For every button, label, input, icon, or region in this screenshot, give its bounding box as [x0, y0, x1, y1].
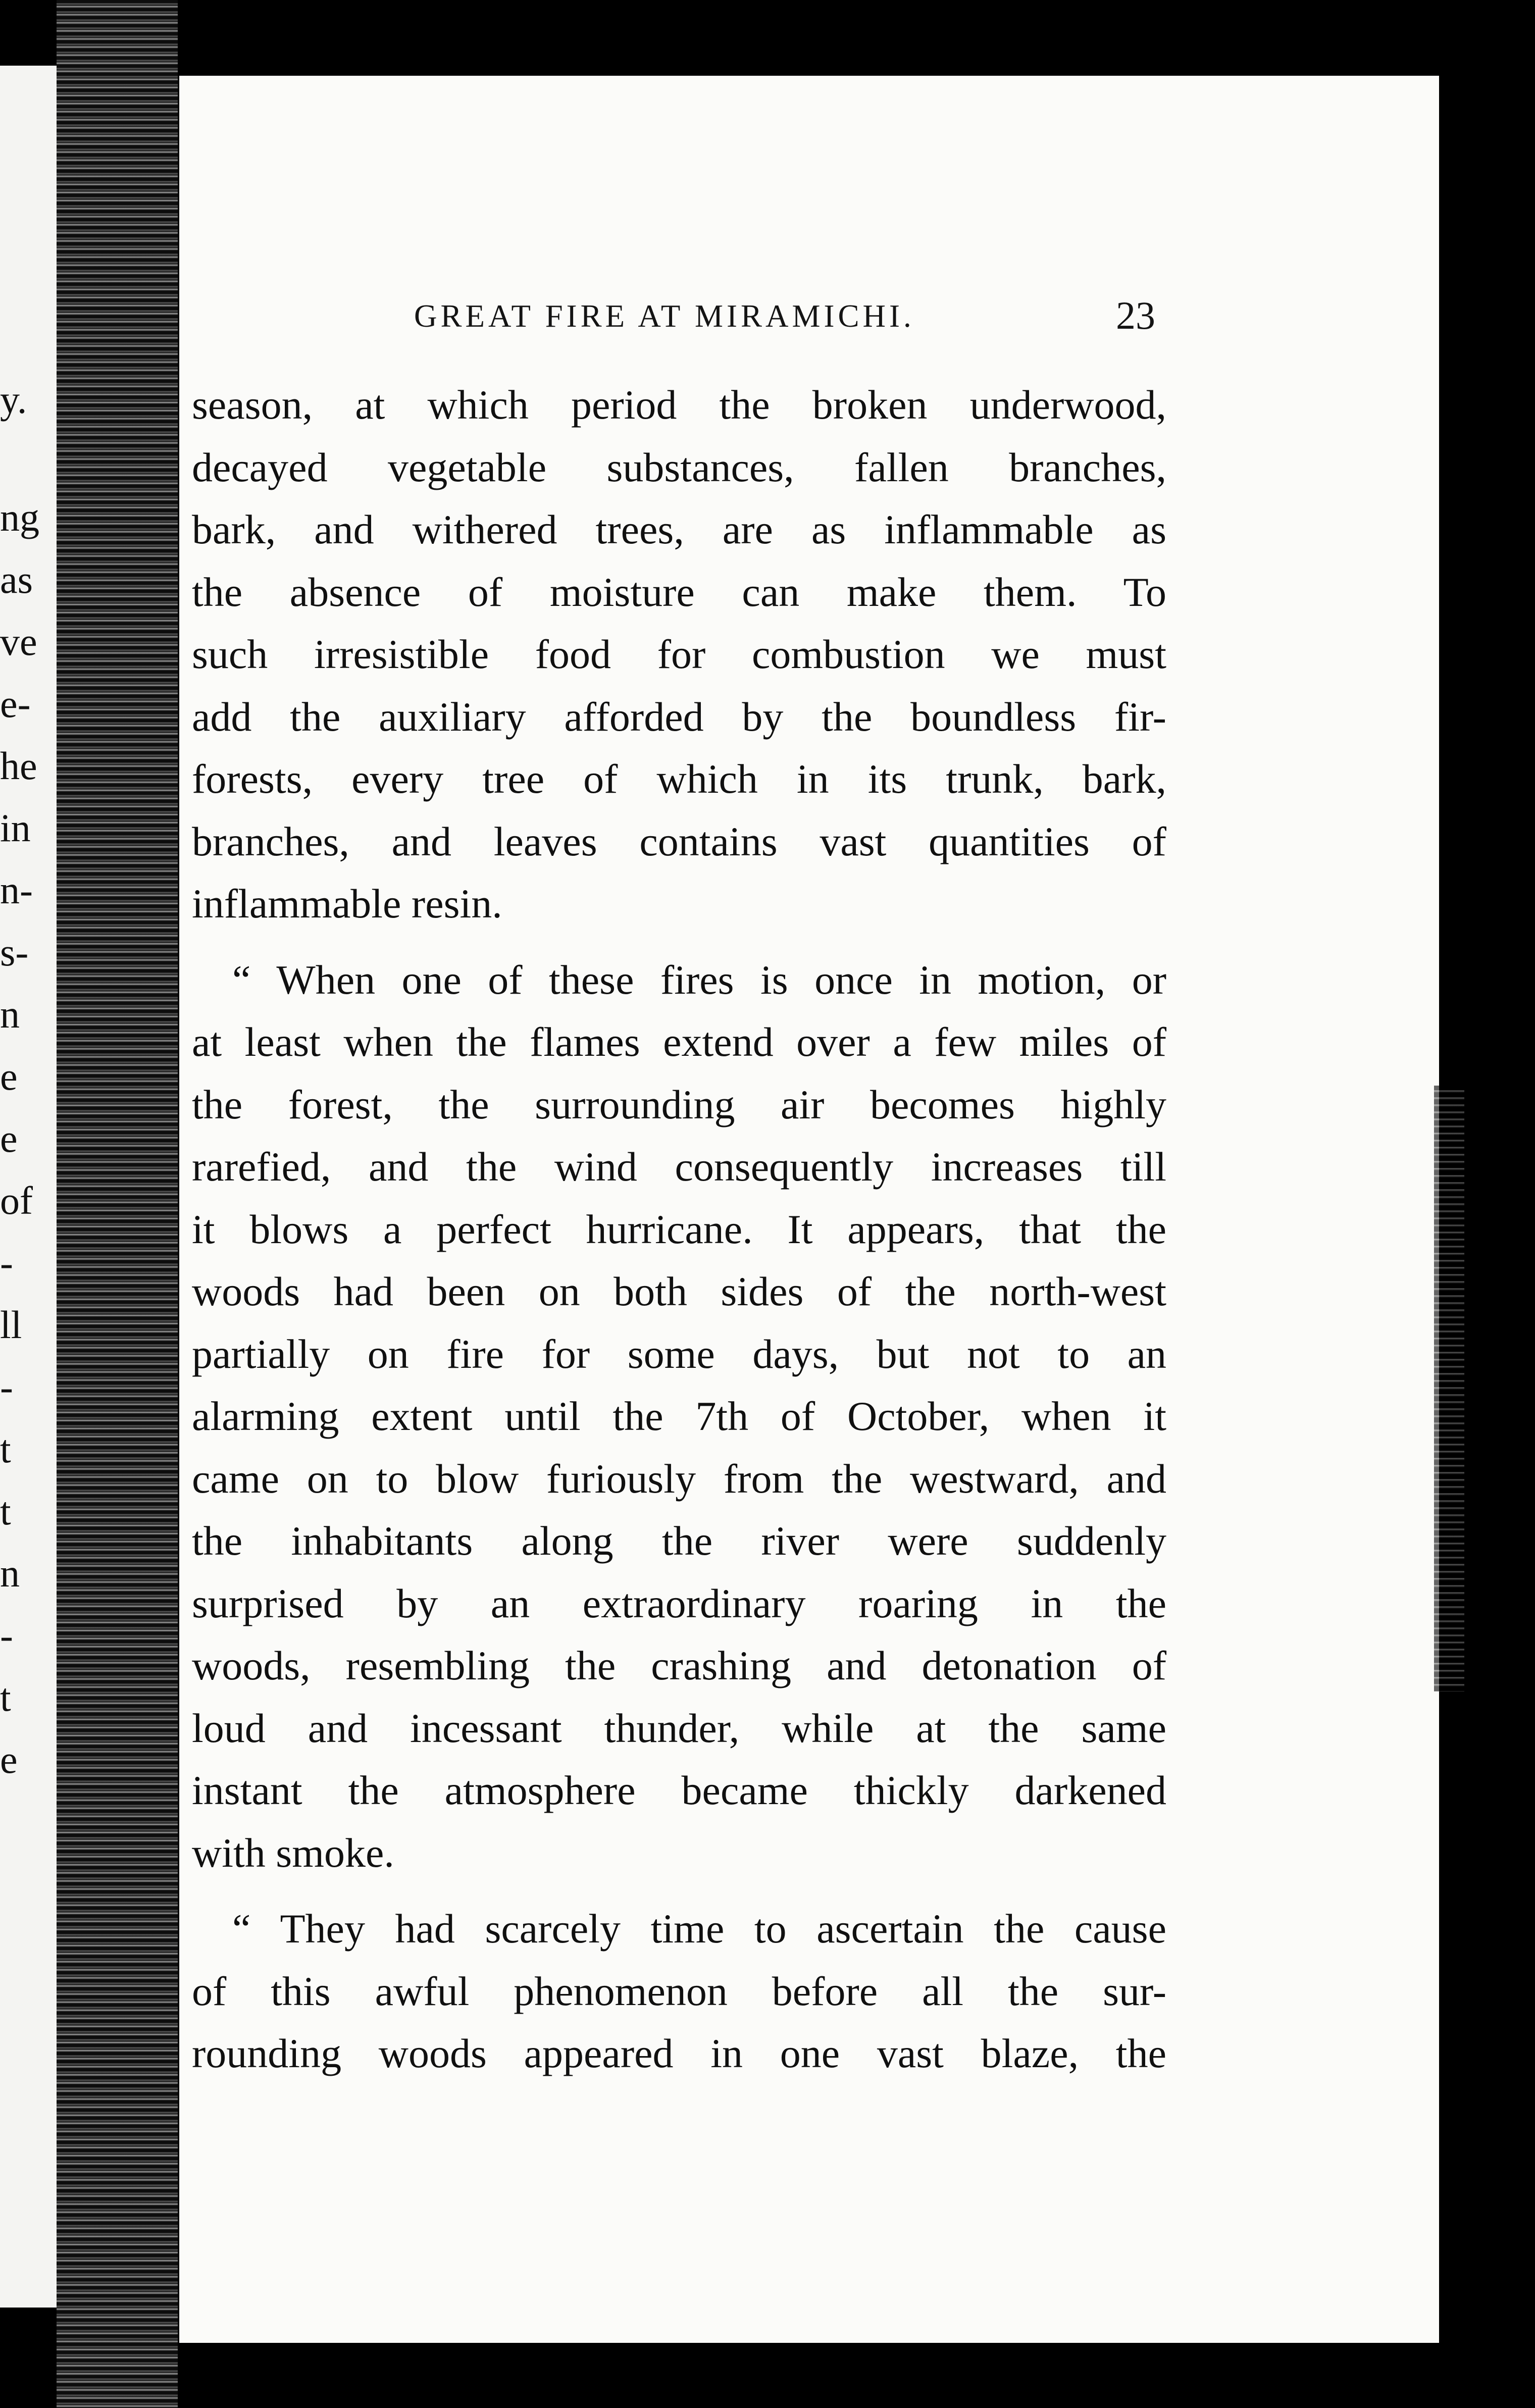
text-line: alarming extent until the 7th of October, when it [192, 1393, 1166, 1439]
text-line: came on to blow furiously from the westward, and [192, 1455, 1166, 1502]
facing-fragment: e [0, 1116, 18, 1160]
facing-fragment: ll [0, 1303, 22, 1347]
facing-fragment: in [0, 806, 31, 850]
text-line: inflammable resin. [192, 881, 502, 927]
facing-page-text-fragments [0, 378, 56, 1790]
facing-fragment: ve [0, 620, 37, 663]
facing-fragment: t [0, 1427, 11, 1471]
text-line: partially on fire for some days, but not to an [192, 1330, 1166, 1377]
text-line: add the auxiliary afforded by the boundless fir- [192, 693, 1166, 740]
running-title: GREAT FIRE AT MIRAMICHI. [414, 298, 915, 334]
text-line: forests, every tree of which in its trunk, bark, [192, 756, 1166, 802]
text-line: at least when the flames extend over a few miles of [192, 1019, 1166, 1065]
facing-fragment: as [0, 557, 33, 601]
text-line: the absence of moisture can make them. To [192, 569, 1166, 615]
facing-fragment: - [0, 1613, 13, 1657]
facing-fragment: n [0, 1551, 20, 1595]
text-line: surprised by an extraordinary roaring in the [192, 1580, 1166, 1626]
text-line: season, at which period the broken underwood, [192, 382, 1166, 428]
text-line: instant the atmosphere became thickly darkened [192, 1767, 1166, 1813]
paragraph [192, 1898, 1166, 2085]
body-text [192, 374, 1166, 2085]
facing-fragment: n- [0, 868, 33, 912]
paragraph [192, 374, 1166, 935]
text-line: rarefied, and the wind consequently increases till [192, 1144, 1166, 1190]
facing-fragment: - [0, 1241, 13, 1285]
text-line: “ When one of these fires is once in motion, or [232, 956, 1166, 1003]
text-line: rounding woods appeared in one vast blaze, the [192, 2030, 1166, 2076]
facing-fragment: s- [0, 930, 29, 974]
facing-fragment: n [0, 992, 20, 1036]
facing-fragment: e [0, 1737, 18, 1781]
facing-fragment: y. [0, 378, 27, 422]
book-gutter [57, 0, 178, 2408]
text-line: decayed vegetable substances, fallen branches, [192, 444, 1166, 490]
facing-fragment: t [0, 1675, 11, 1719]
facing-fragment [0, 431, 56, 486]
text-line: branches, and leaves contains vast quantities of [192, 818, 1166, 864]
text-line: bark, and withered trees, are as inflammable as [192, 506, 1166, 552]
facing-fragment: e [0, 1054, 18, 1098]
page-number: 23 [1116, 293, 1155, 337]
text-line: woods, resembling the crashing and detonation of [192, 1643, 1166, 1688]
text-line: with smoke. [192, 1829, 394, 1876]
text-line: of this awful phenomenon before all the sur- [192, 1968, 1166, 2014]
text-line: it blows a perfect hurricane. It appears, that the [192, 1206, 1166, 1252]
text-line: woods had been on both sides of the north-west [192, 1268, 1166, 1314]
facing-fragment: e- [0, 682, 31, 726]
facing-fragment: ng [0, 495, 39, 539]
facing-fragment: he [0, 744, 37, 788]
facing-fragment: - [0, 1365, 13, 1409]
text-line: “ They had scarcely time to ascertain the cause [232, 1906, 1166, 1952]
text-line: such irresistible food for combustion we must [192, 631, 1166, 677]
text-line: loud and incessant thunder, while at the same [192, 1705, 1166, 1751]
text-line: the forest, the surrounding air becomes highly [192, 1081, 1166, 1128]
facing-fragment: t [0, 1489, 11, 1533]
paragraph [192, 949, 1166, 1884]
scan-noise [1434, 1086, 1464, 1692]
facing-fragment: of [0, 1179, 33, 1222]
facing-page-sliver [0, 66, 57, 2308]
text-line: the inhabitants along the river were suddenly [192, 1518, 1166, 1564]
